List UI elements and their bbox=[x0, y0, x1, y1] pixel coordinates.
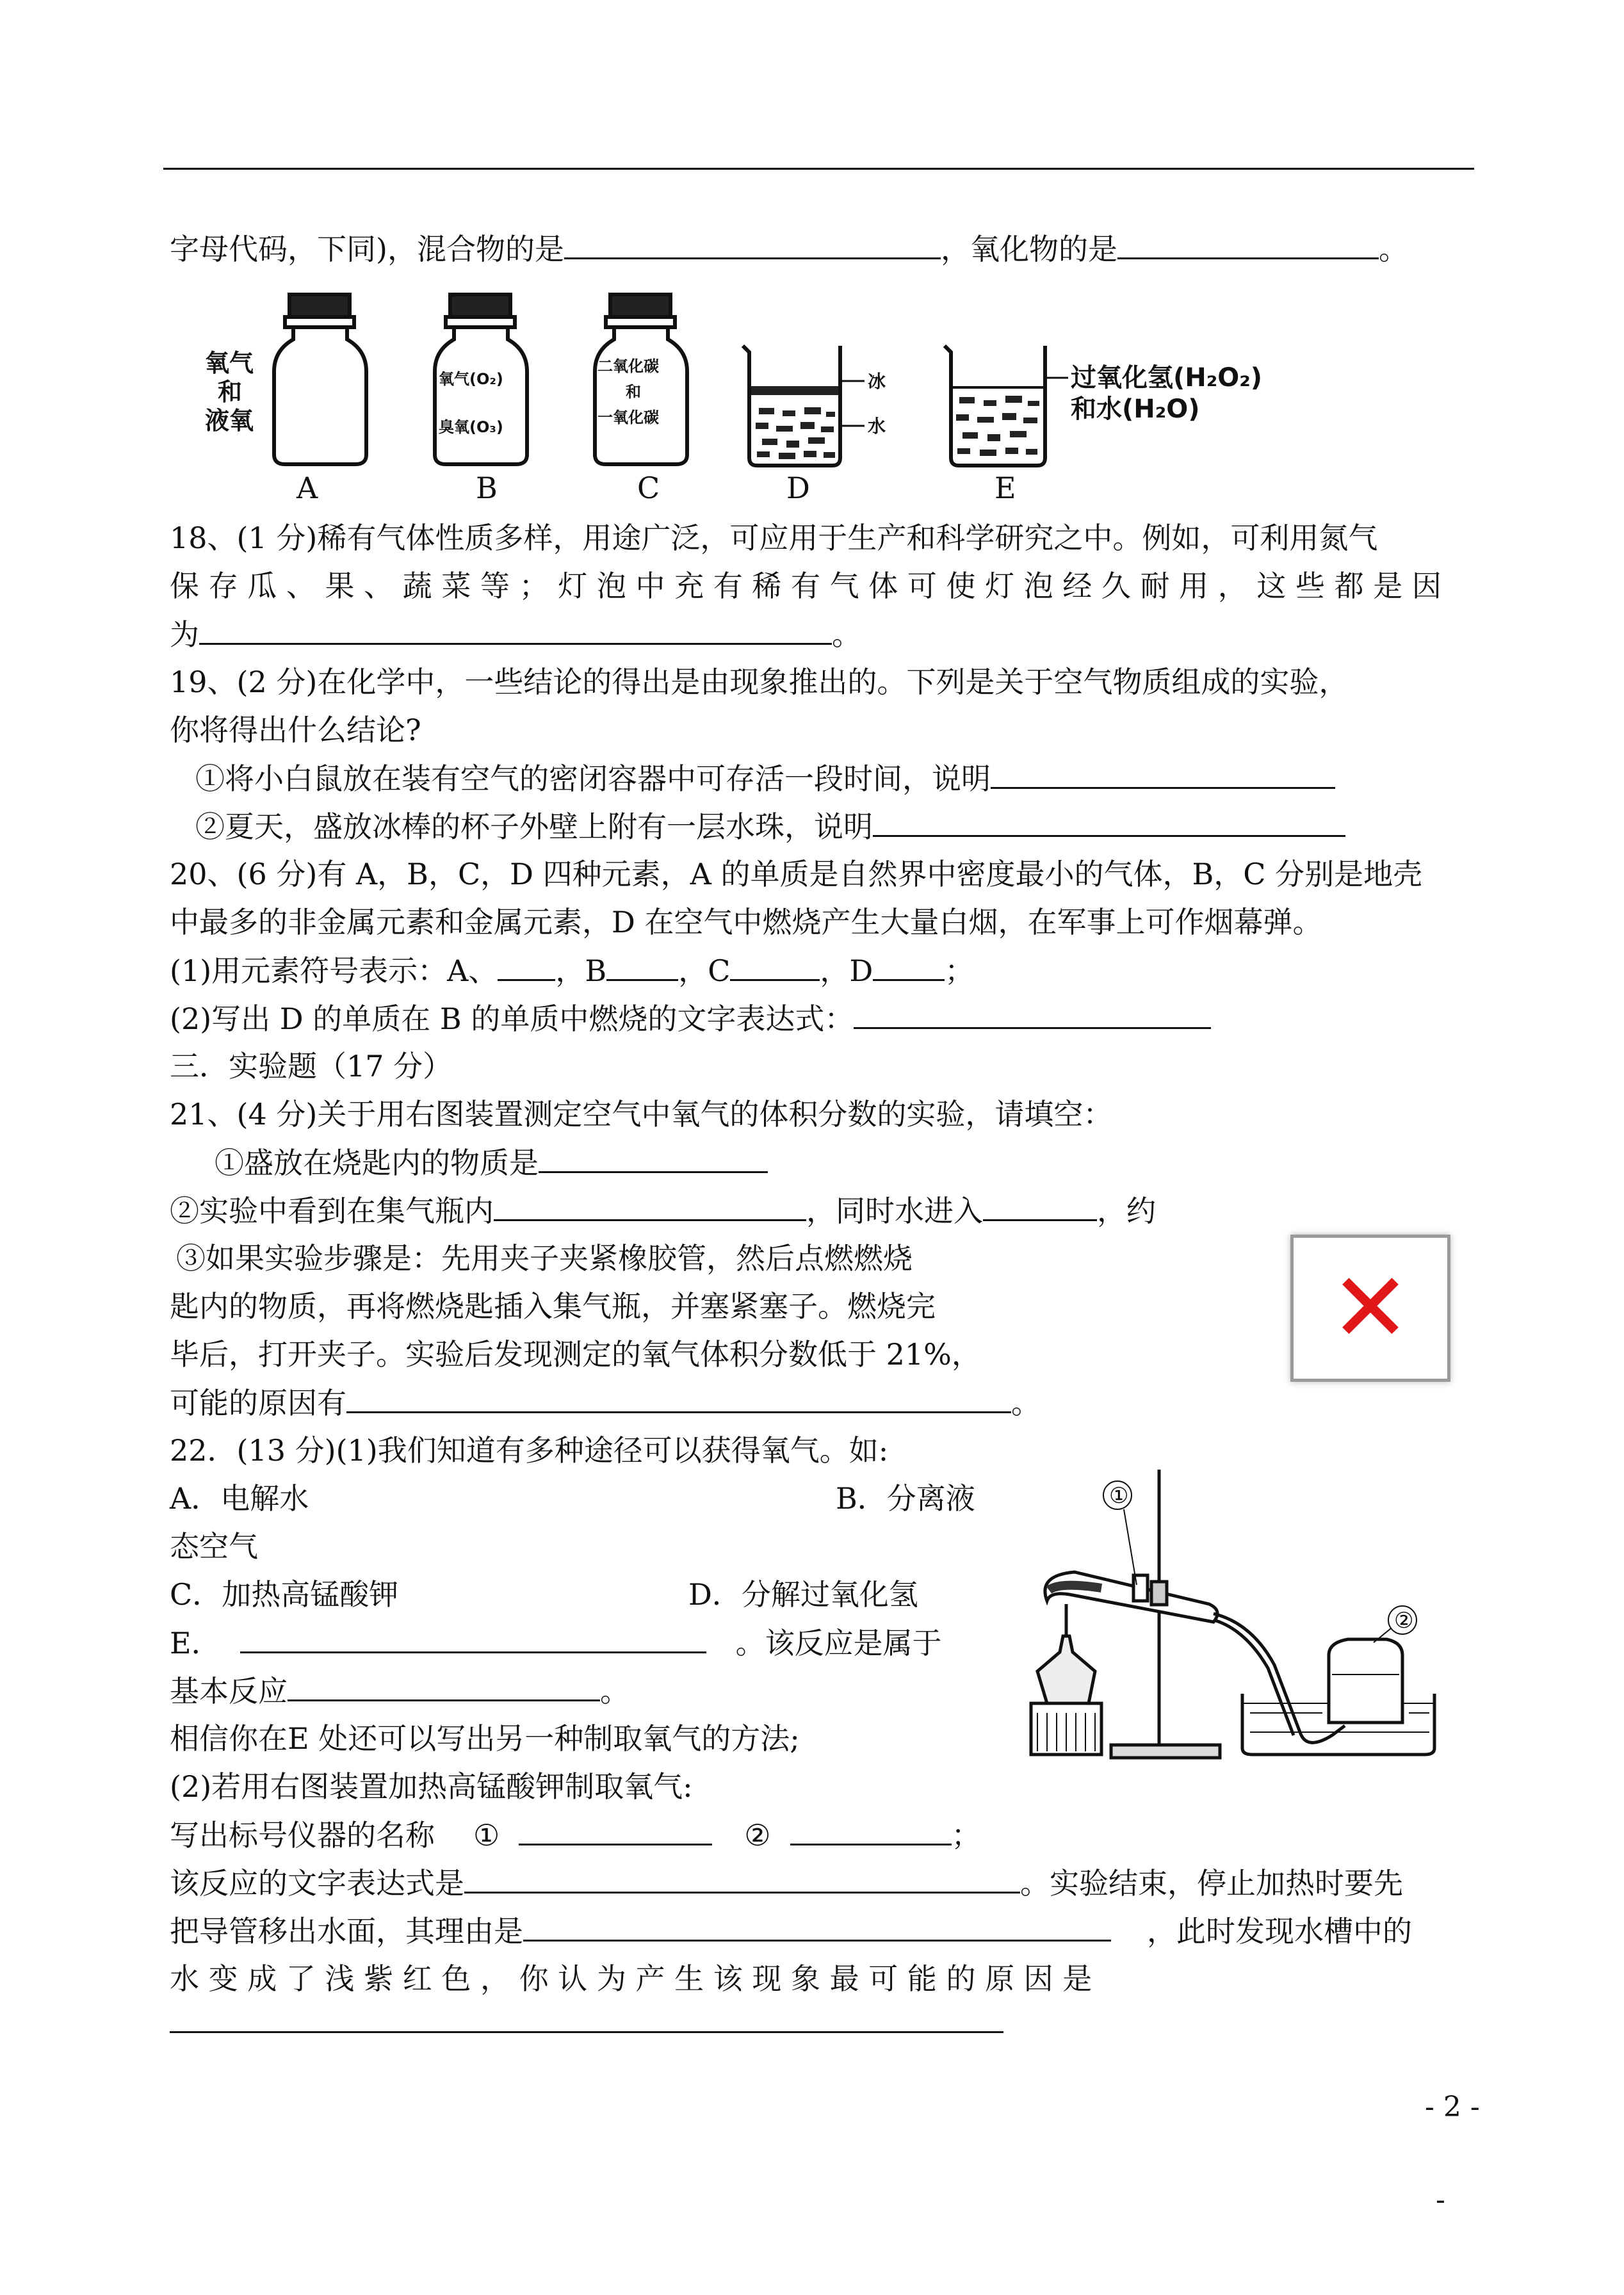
q21-item-3-line-2: 匙内的物质，再将燃烧匙插入集气瓶，并塞紧塞子。燃烧完 bbox=[170, 1289, 936, 1324]
answer-blank-pipe-reason[interactable] bbox=[523, 1911, 1111, 1942]
figure-label-b: B bbox=[476, 471, 498, 505]
beaker-d bbox=[743, 346, 865, 466]
q21-line-1: 21、(4 分)关于用右图装置测定空气中氧气的体积分数的实验，请填空： bbox=[170, 1097, 1113, 1131]
bottle-c-label-3: 一氧化碳 bbox=[597, 409, 659, 426]
figure-label-d: D bbox=[786, 471, 810, 505]
q18-line-2: 保 存 瓜 、 果 、 蔬 菜 等 ； 灯 泡 中 充 有 稀 有 气 体 可 使 灯 泡 经 久 耐 用 ， 这 些 都 是 因 bbox=[170, 569, 1441, 603]
q19-item-1: ①将小白鼠放在装有空气的密闭容器中可存活一段时间，说明 bbox=[195, 759, 1335, 798]
bottle-b-label-1: 氧气(O₂) bbox=[439, 370, 503, 388]
answer-blank-q21-1[interactable] bbox=[539, 1143, 768, 1173]
figure-label-a: A bbox=[296, 471, 318, 505]
beaker-e-label-2: 和水(H₂O) bbox=[1071, 394, 1200, 424]
answer-blank-water-reason[interactable] bbox=[170, 2031, 1003, 2033]
answer-blank-q19-1[interactable] bbox=[991, 759, 1335, 789]
q22-option-c: C．加热高锰酸钾 bbox=[170, 1577, 399, 1612]
apparatus-label-2: ② bbox=[1394, 1608, 1414, 1634]
q20-part-1: (1)用元素符号表示：A、 ，B ，C ，D ； bbox=[170, 951, 974, 990]
q22-option-b-cont: 态空气 bbox=[170, 1529, 258, 1564]
q22-believe: 相信你在E 处还可以写出另一种制取氧气的方法; bbox=[170, 1721, 800, 1756]
answer-blank-q18[interactable] bbox=[199, 615, 832, 645]
q22-pipe-reason: 把导管移出水面，其理由是 ，此时发现水槽中的 bbox=[170, 1911, 1412, 1950]
answer-blank-q22-basic[interactable] bbox=[288, 1671, 600, 1701]
bottle-a bbox=[274, 295, 366, 464]
page-number: - 2 - bbox=[1425, 2091, 1480, 2123]
page-footer-dash: - bbox=[1436, 2184, 1445, 2216]
q22-line-1: 22．(13 分)(1)我们知道有多种途径可以获得氧气。如: bbox=[170, 1433, 889, 1468]
q22-part-2: (2)若用右图装置加热高锰酸钾制取氧气: bbox=[170, 1769, 693, 1804]
section-3-heading: 三．实验题（17 分） bbox=[170, 1049, 453, 1083]
header-rule bbox=[163, 168, 1474, 170]
oxygen-apparatus-figure bbox=[999, 1450, 1447, 1764]
q22-option-b: B．分离液 bbox=[836, 1481, 975, 1516]
q22-expression: 该反应的文字表达式是 。实验结束，停止加热时要先 bbox=[170, 1863, 1403, 1902]
q18-line-1: 18、(1 分)稀有气体性质多样，用途广泛，可应用于生产和科学研究之中。例如，可利用氮气 bbox=[170, 521, 1378, 555]
q22-option-e: E． 。该反应是属于 bbox=[170, 1623, 942, 1662]
q21-item-3-line-3: 毕后，打开夹子。实验后发现测定的氧气体积分数低于 21%， bbox=[170, 1337, 981, 1372]
q22-basic-reaction: 基本反应 。 bbox=[170, 1671, 629, 1710]
q20-line-1: 20、(6 分)有 A，B，C，D 四种元素，A 的单质是自然界中密度最小的气体，B，C 分别是地壳 bbox=[170, 857, 1423, 891]
answer-blank-q20-2[interactable] bbox=[854, 999, 1211, 1029]
q21-item-2: ②实验中看到在集气瓶内 ，同时水进入 ，约 bbox=[170, 1191, 1208, 1230]
q21-item-3-line-4: 可能的原因有 。 bbox=[170, 1383, 1041, 1422]
bottle-c-label-2: 和 bbox=[626, 383, 641, 401]
beaker-d-label-ice: 冰 bbox=[868, 371, 886, 392]
q19-item-2: ②夏天，盛放冰棒的杯子外壁上附有一层水珠，说明 bbox=[195, 807, 1345, 846]
q19-line-2: 你将得出什么结论? bbox=[170, 713, 421, 747]
answer-blank-mixture[interactable] bbox=[564, 229, 941, 259]
figure-label-e: E bbox=[995, 471, 1016, 505]
answer-blank-q21-3[interactable] bbox=[346, 1383, 1011, 1413]
bottle-c-label-1: 二氧化碳 bbox=[597, 357, 659, 375]
q22-option-a: A．电解水 bbox=[170, 1481, 309, 1516]
broken-image-icon: ✕ bbox=[1330, 1253, 1411, 1364]
figure-label-c: C bbox=[637, 471, 660, 505]
answer-blank-a[interactable] bbox=[498, 951, 555, 981]
bottle-c bbox=[595, 295, 687, 464]
apparatus-label-1: ① bbox=[1109, 1483, 1129, 1509]
q22-water-line: 水 变 成 了 浅 紫 红 色 ， 你 认 为 产 生 该 现 象 最 可 能 的 原 因 是 bbox=[170, 1961, 1092, 1996]
q21-item-1: ①盛放在烧匙内的物质是 bbox=[215, 1143, 768, 1182]
q20-line-2: 中最多的非金属元素和金属元素，D 在空气中燃烧产生大量白烟，在军事上可作烟幕弹。 bbox=[170, 905, 1322, 939]
q17-oxide-text: ，氧化物的是 bbox=[940, 232, 1117, 266]
answer-blank-c[interactable] bbox=[730, 951, 820, 981]
bottle-a-label-1: 氧气 bbox=[205, 349, 254, 377]
answer-blank-q21-2b[interactable] bbox=[983, 1191, 1097, 1221]
beaker-e-label-1: 过氧化氢(H₂O₂) bbox=[1071, 363, 1263, 393]
q22-option-d: D．分解过氧化氢 bbox=[688, 1577, 918, 1612]
bottle-a-label-2: 和 bbox=[218, 378, 243, 406]
q19-line-1: 19、(2 分)在化学中，一些结论的得出是由现象推出的。下列是关于空气物质组成的实验， bbox=[170, 665, 1349, 699]
answer-blank-instrument-2[interactable] bbox=[790, 1815, 952, 1845]
answer-blank-q19-2[interactable] bbox=[873, 807, 1345, 837]
broken-image-placeholder bbox=[1290, 1235, 1450, 1382]
bottle-a-label-3: 液氧 bbox=[205, 407, 254, 435]
answer-blank-expression[interactable] bbox=[464, 1863, 1020, 1894]
q17-figure bbox=[192, 291, 1345, 474]
answer-blank-b[interactable] bbox=[606, 951, 678, 981]
answer-blank-q21-2a[interactable] bbox=[494, 1191, 806, 1221]
q18-line-3: 为 。 bbox=[170, 615, 861, 654]
answer-blank-d[interactable] bbox=[873, 951, 945, 981]
q20-part-2: (2)写出 D 的单质在 B 的单质中燃烧的文字表达式： bbox=[170, 999, 1211, 1038]
bottle-b-label-2: 臭氧(O₃) bbox=[439, 418, 503, 436]
q21-item-3-line-1: ③如果实验步骤是：先用夹子夹紧橡胶管，然后点燃燃烧 bbox=[176, 1241, 913, 1276]
q17-text: 字母代码，下同)，混合物的是 bbox=[170, 232, 564, 266]
q22-instrument-names: 写出标号仪器的名称 ① ② ； bbox=[170, 1815, 981, 1854]
q17-line: 字母代码，下同)，混合物的是 ，氧化物的是 。 bbox=[170, 229, 1408, 268]
answer-blank-oxide[interactable] bbox=[1117, 229, 1379, 259]
beaker-e bbox=[945, 346, 1068, 466]
beaker-d-label-water: 水 bbox=[868, 416, 886, 437]
answer-blank-instrument-1[interactable] bbox=[519, 1815, 712, 1845]
answer-blank-q22-e[interactable] bbox=[240, 1623, 706, 1653]
